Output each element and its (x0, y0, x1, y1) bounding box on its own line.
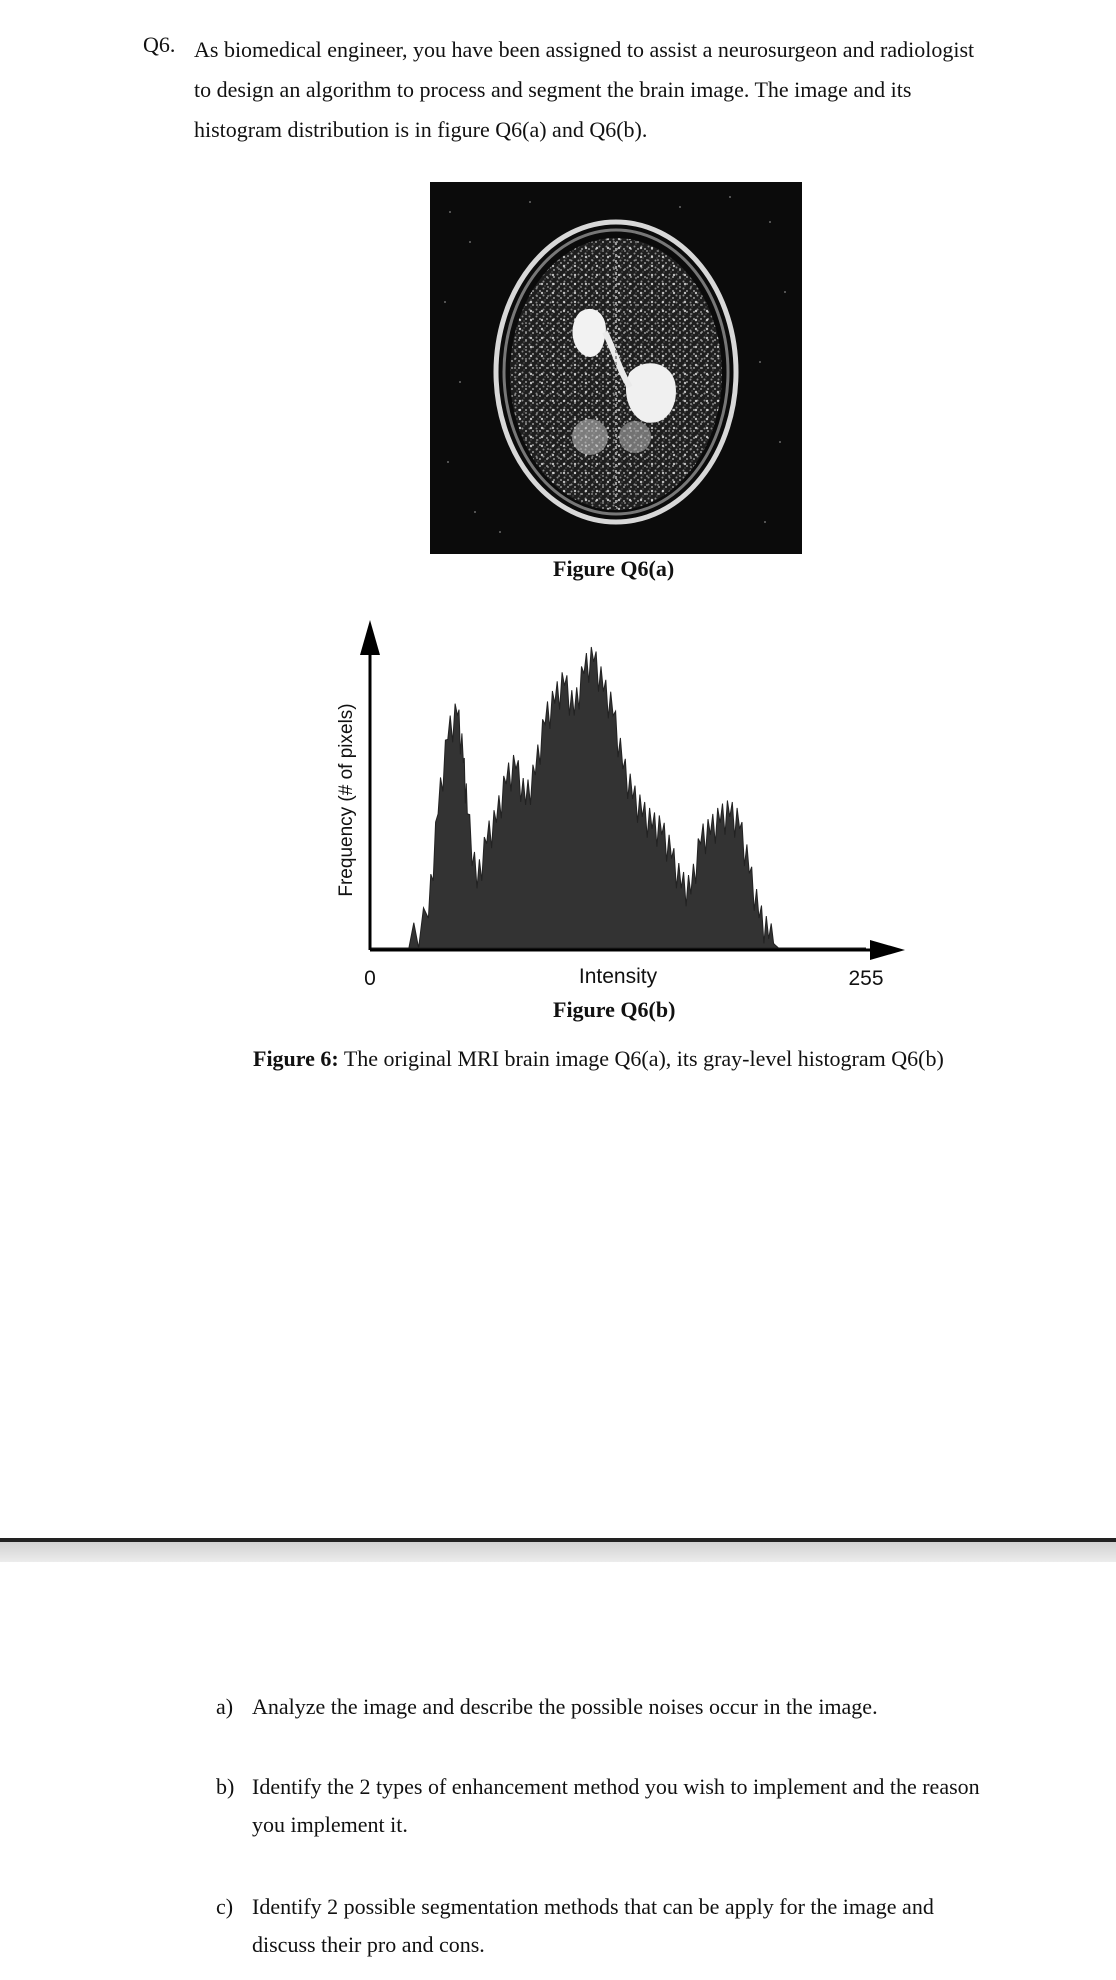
brain-illustration (430, 182, 802, 554)
subquestion-b-line-1: Identify the 2 types of enhancement method you wish to implement and the reason (252, 1774, 980, 1799)
mri-brain-image (430, 182, 802, 554)
subquestion-c-line-1: Identify 2 possible segmentation methods that can be apply for the image and (252, 1894, 934, 1919)
subquestion-a-label: a) (216, 1694, 234, 1719)
x-tick-label-0: 0 (364, 967, 376, 990)
subquestion-a-line-1: Analyze the image and describe the possible noises occur in the image. (252, 1694, 878, 1719)
x-tick-label-255: 255 (848, 967, 884, 990)
figure-6-text: The original MRI brain image Q6(a), its gray-level histogram Q6(b) (338, 1046, 944, 1071)
question-line-1: As biomedical engineer, you have been assigned to assist a neurosurgeon and radiologist (194, 37, 975, 62)
histogram-area (370, 647, 866, 948)
question-line-3: histogram distribution is in figure Q6(a) and Q6(b). (194, 117, 648, 142)
figure-b-caption: Figure Q6(b) (553, 997, 676, 1022)
subquestion-b-line-2: you implement it. (252, 1812, 408, 1837)
y-axis-arrow-icon (360, 620, 380, 655)
question-line-2: to design an algorithm to process and segment the brain image. The image and its (194, 77, 912, 102)
question-number: Q6. (143, 32, 176, 57)
figure-6-caption (253, 1046, 944, 1072)
subquestion-a (216, 1688, 878, 1726)
subquestion-c-line-2: discuss their pro and cons. (252, 1932, 485, 1957)
page-divider-shadow (0, 1542, 1116, 1562)
figure-6-label: Figure 6: (253, 1046, 339, 1071)
subquestion-b-label: b) (216, 1774, 235, 1799)
subquestion-c-label: c) (216, 1894, 234, 1919)
subquestion-b (216, 1768, 980, 1844)
x-axis-arrow-icon (870, 940, 905, 960)
histogram-chart (300, 605, 920, 1000)
subquestion-c (216, 1888, 934, 1964)
figure-a-caption: Figure Q6(a) (553, 556, 675, 581)
y-axis-label: Frequency (# of pixels) (336, 703, 357, 897)
x-axis-label: Intensity (578, 965, 658, 988)
